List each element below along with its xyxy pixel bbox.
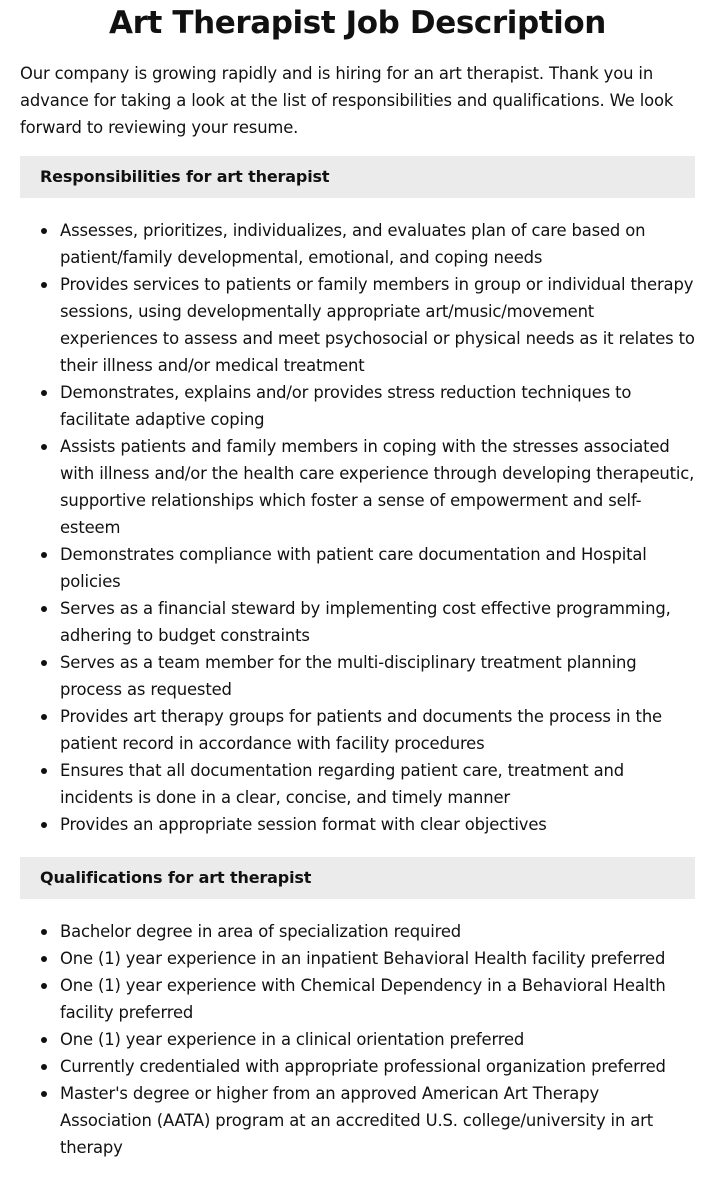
bullet-icon [41,956,47,962]
bullet-icon [41,768,47,774]
list-item [60,433,695,541]
qualifications-heading: Qualifications for art therapist [20,857,695,899]
list-item [60,217,695,271]
bullet-icon [41,660,47,666]
bullet-icon [41,390,47,396]
list-item [60,757,695,811]
qualifications-list [20,918,695,1161]
bullet-icon [41,822,47,828]
bullet-icon [41,1091,47,1097]
list-item-text: Master's degree or higher from an approved American Art Therapy Association (AATA) program at an accredited U.S. college/university in art therapy [60,1084,654,1157]
page-title: Art Therapist Job Description [109,5,606,41]
list-item-text: Provides services to patients or family members in group or individual therapy sessions, using developmentally appropriate art/music/movement experiences to assess and meet psychosocial or physical needs as it relates to their illness and/or medical treatment [60,275,695,375]
intro-paragraph: Our company is growing rapidly and is hiring for an art therapist. Thank you in advance for taking a look at the list of responsibilities and qualifications. We look forward to reviewing your resume. [20,64,674,137]
bullet-icon [41,1064,47,1070]
list-item [60,918,695,945]
bullet-icon [41,983,47,989]
responsibilities-heading: Responsibilities for art therapist [20,156,695,198]
list-item-text: Provides an appropriate session format with clear objectives [60,815,547,834]
list-item-text: Serves as a team member for the multi-disciplinary treatment planning process as requested [60,653,637,699]
list-item-text: Assists patients and family members in coping with the stresses associated with illness and/or the health care experience through developing therapeutic, supportive relationships which foster a sense of empowerment and self-esteem [60,437,695,537]
list-item [60,541,695,595]
bullet-icon [41,929,47,935]
list-item [60,945,695,972]
list-item-text: Currently credentialed with appropriate professional organization preferred [60,1057,666,1076]
list-item [60,271,695,379]
responsibilities-list [20,217,695,838]
list-item [60,703,695,757]
list-item-text: Bachelor degree in area of specialization required [60,922,462,941]
bullet-icon [41,552,47,558]
bullet-icon [41,228,47,234]
list-item [60,1080,695,1161]
list-item [60,972,695,1026]
list-item-text: Demonstrates compliance with patient care documentation and Hospital policies [60,545,647,591]
list-item [60,1053,695,1080]
list-item-text: One (1) year experience in a clinical orientation preferred [60,1030,525,1049]
list-item-text: One (1) year experience in an inpatient Behavioral Health facility preferred [60,949,666,968]
list-item-text: Serves as a financial steward by implementing cost effective programming, adhering to budget constraints [60,599,671,645]
list-item-text: Ensures that all documentation regarding patient care, treatment and incidents is done in a clear, concise, and timely manner [60,761,624,807]
bullet-icon [41,282,47,288]
list-item [60,595,695,649]
list-item-text: Provides art therapy groups for patients and documents the process in the patient record in accordance with facility procedures [60,707,662,753]
list-item [60,811,695,838]
list-item-text: Assesses, prioritizes, individualizes, and evaluates plan of care based on patient/family developmental, emotional, and coping needs [60,221,646,267]
list-item [60,379,695,433]
list-item-text: Demonstrates, explains and/or provides stress reduction techniques to facilitate adaptive coping [60,383,632,429]
bullet-icon [41,444,47,450]
list-item-text: One (1) year experience with Chemical Dependency in a Behavioral Health facility preferred [60,976,666,1022]
bullet-icon [41,714,47,720]
bullet-icon [41,606,47,612]
bullet-icon [41,1037,47,1043]
list-item [60,1026,695,1053]
list-item [60,649,695,703]
